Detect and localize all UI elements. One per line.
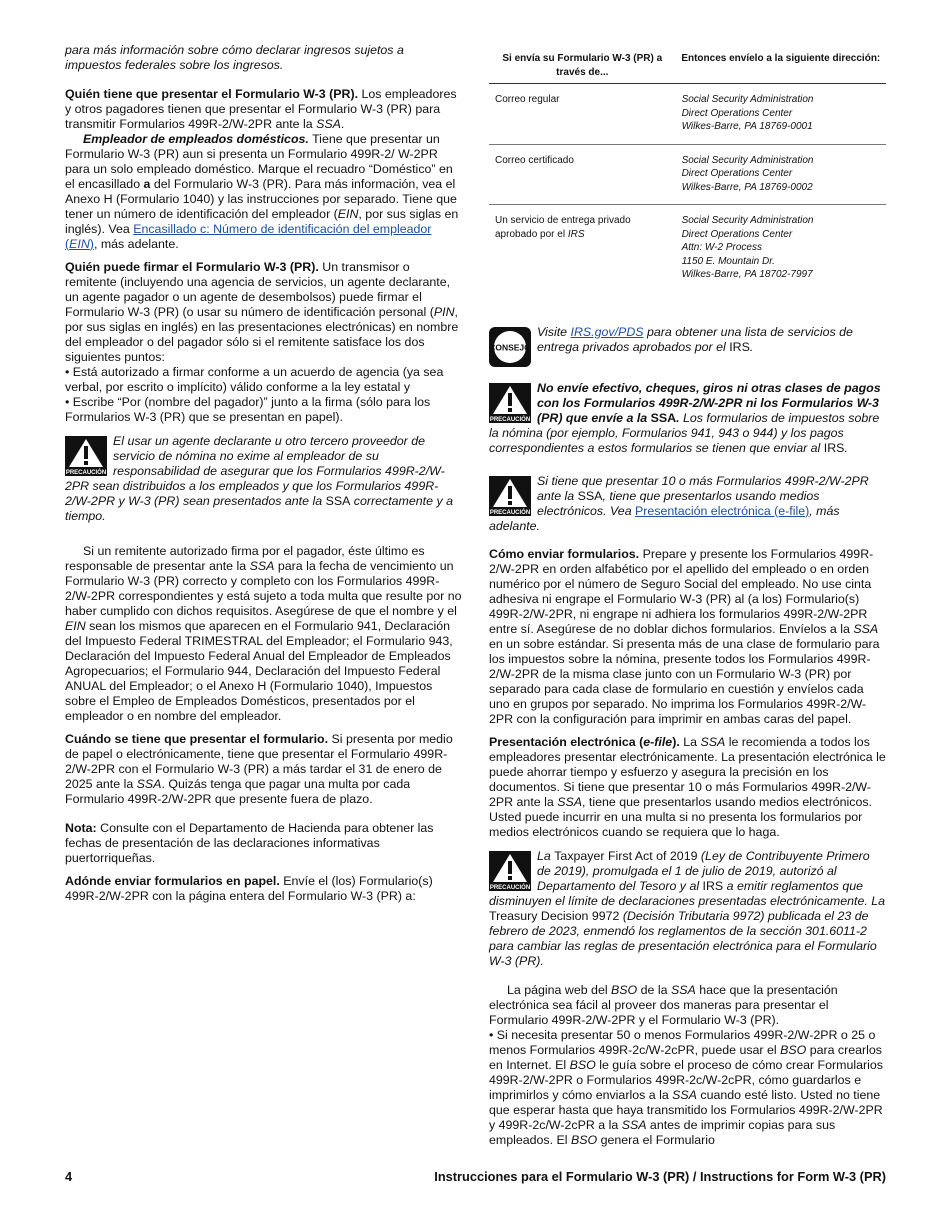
tip-note-pds: [489, 325, 886, 367]
caution-payments-text: [489, 381, 886, 456]
caution-label: PRECAUCIÓN: [489, 509, 531, 516]
household-text-4: , más adelante.: [93, 237, 179, 251]
caution-note-electronic: [489, 474, 886, 534]
address-line: Direct Operations Center: [681, 168, 793, 179]
bso-bullet-text-a: • Si necesita presentar 50 o menos Formularios 499R-2/W-2PR o 25 o menos Formularios 499R-2c/W-2cPR, puede usar el: [489, 1027, 876, 1057]
address-line: Wilkes-Barre, PA 18769-0001: [681, 121, 813, 132]
who-may-sign-text-1: Un transmisor o remitente (incluyendo una agencia de servicios, un agente declarante, un agente pagador o un agente de desembolsos) puede firmar el Formulario W-3 (PR) (o usar su número de identificación personal (: [65, 260, 451, 319]
caution-electronic-text-2: , tiene que presentarlos usando medios electrónicos. Vea: [537, 488, 820, 518]
caution-icon: [489, 383, 531, 423]
caution-payments-bold: No envíe efectivo, cheques, giros ni otras clases de pagos con los Formularios 499R-2/W-2PR ni los Formularios W-3 (PR) que envíe a la: [537, 380, 881, 425]
address-line: Social Security Administration: [681, 215, 814, 226]
caution-tfa-text-1: La: [537, 848, 555, 863]
method-text: Un servicio de entrega privado aprobado por el: [495, 215, 631, 240]
caution-electronic-text: [489, 474, 886, 534]
household-text-2: del Formulario W-3 (PR). Para más información, vea el Anexo H (Formulario 1040) y las instrucciones por separado. Tiene que tener un número de identificación del empleador (: [65, 177, 457, 221]
who-must-file-paragraph: [65, 87, 462, 132]
bso-text-3: hace que la presentación electrónica sea fácil al proveer dos maneras para presentar el Formulario 499R-2/W-2PR y el Formulario W-3 (PR).: [489, 982, 838, 1027]
tip-text-1: Visite: [537, 324, 571, 339]
bso-abbr: BSO: [611, 982, 638, 997]
ein-abbr: EIN: [65, 619, 86, 633]
address-line: Attn: W-2 Process: [681, 242, 762, 253]
when-to-file-paragraph: [65, 732, 462, 807]
efile-text-3: , tiene que presentarlos usando medios electrónicos. Usted puede incurrir en una multa si no presenta los formularios por medios electrónicos cuando se requiera que lo haga.: [489, 794, 872, 839]
bullet-writes-by: • Escribe “Por (nombre del pagador)” junto a la firma (sólo para los Formularios W-3 (PR) que se presentan en papel).: [65, 395, 431, 424]
ssa-abbr: SSA: [316, 117, 341, 131]
pin-abbr: PIN: [433, 305, 455, 319]
where-to-send-paragraph: [65, 874, 462, 904]
footer-title: Instrucciones para el Formulario W-3 (PR) / Instructions for Form W-3 (PR): [434, 1169, 886, 1184]
efile-text-2: le recomienda a todos los empleadores presentar electrónicamente. La presentación electrónica le puede ahorrar tiempo y esfuerzo y asegura la precisión en los documentos. Si tiene que presentar 10 o más Formularios 499R-2/W-2PR ante la: [489, 734, 886, 809]
address-line: 1150 E. Mountain Dr.: [681, 255, 775, 267]
period: .: [749, 339, 754, 354]
period: .: [340, 117, 345, 131]
address-cell: [676, 144, 886, 205]
box-c-link-close: ): [89, 237, 94, 251]
who-may-sign-heading: Quién puede firmar el Formulario W-3 (PR).: [65, 260, 319, 274]
table-row: [489, 205, 886, 292]
table-header-row: [489, 50, 886, 84]
bso-bullet-text-b: para crearlos en Internet. El: [489, 1042, 883, 1072]
page-number: 4: [65, 1169, 73, 1184]
irs-abbr: IRS: [823, 440, 845, 455]
nota-heading: Nota:: [65, 821, 97, 835]
irs-pds-link[interactable]: IRS.gov/PDS: [570, 324, 644, 339]
caution-agent-text-2: correctamente y a tiempo.: [65, 494, 453, 523]
period: .: [676, 410, 680, 425]
method-cell: Correo regular: [489, 84, 676, 145]
caution-note-payments: [489, 381, 886, 456]
efile-heading-italic: e-file: [643, 734, 673, 749]
table-row: [489, 144, 886, 205]
tip-text: [489, 325, 886, 355]
address-cell: [676, 205, 886, 292]
caution-payments-text-1: Los formularios de impuestos sobre la nómina (por ejemplo, Formularios 941, 943 o 944) y los pagos correspondientes a estos formularios se tienen que enviar al: [489, 410, 880, 455]
treasury-decision: Treasury Decision 9972: [489, 908, 620, 923]
when-to-file-heading: Cuándo se tiene que presentar el formulario.: [65, 732, 329, 746]
how-text-1: Prepare y presente los Formularios 499R-2/W-2PR en orden alfabético por el apellido del empleado o en orden numérico por el número de Seguro Social del empleado. No use cinta adhesiva ni engrape el Formulario W-3 (PR) al (a los) Formulario(s) 499R-2/W-2PR, ni engrape ni adhiera los formularios 499R-2/W-2PR entre sí. Asegúrese de no doblar dichos formularios. Envíelos a la: [489, 546, 874, 636]
household-employer-paragraph: [65, 132, 462, 252]
caution-note-taxpayer-first-act: [489, 849, 886, 969]
method-cell: [489, 205, 676, 292]
address-line: Direct Operations Center: [681, 107, 793, 119]
bso-bullet-text-d: cuando esté listo. Usted no tiene que esperar hasta que haya transmitido los Formularios 499R-2/W-2PR y 499R-2c/W-2cPR a la: [489, 1087, 883, 1132]
address-line: Social Security Administration: [681, 154, 814, 166]
ssa-abbr: SSA: [325, 494, 351, 508]
irs-abbr: IRS: [729, 339, 750, 354]
signer-text-1: Si un remitente autorizado firma por el pagador, éste último es responsable de presentar ante la: [65, 544, 425, 573]
caution-electronic-text-3: , más adelante.: [489, 503, 840, 533]
authorized-sender-paragraph: [65, 544, 462, 724]
right-column: [489, 43, 886, 1148]
how-text-2: en un sobre estándar. Si presenta más de una clase de formulario para los impuestos sobre la nómina, presente todos los Formularios 499R-2/W-2PR de la misma clase junto con un Formulario W-3 (PR) por separado para cada clase de formulario en cuestión y envíelos cada uno en grupos por separado. No imprima los Formularios 499R-2/W-2PR con la configuración para imprimir en ambas caras del papel.: [489, 636, 880, 726]
table-row: [489, 84, 886, 145]
efile-heading-end: ).: [672, 734, 680, 749]
address-line: Wilkes-Barre, PA 18769-0002: [681, 181, 813, 193]
how-to-send-heading: Cómo enviar formularios.: [489, 546, 640, 561]
bso-bullet: [489, 1028, 886, 1148]
bso-bullet-text-e: antes de imprimir copias para sus empleados. El: [489, 1117, 836, 1147]
nota-text: Consulte con el Departamento de Hacienda para obtener las fechas de presentación de las declaraciones informativas puertorriqueñas.: [65, 821, 434, 865]
ssa-abbr: SSA: [621, 1117, 647, 1132]
caution-tfa-text-3: a emitir reglamentos que disminuyen el límite de declaraciones presentadas electrónicamente. La: [489, 878, 886, 908]
caution-label: PRECAUCIÓN: [489, 884, 531, 891]
efile-paragraph: [489, 735, 886, 840]
taxpayer-first-act: Taxpayer First Act of 2019: [554, 848, 698, 863]
tip-text-2: para obtener una lista de servicios de entrega privados aprobados por el: [537, 324, 853, 354]
where-to-send-text: Envíe el (los) Formulario(s) 499R-2/W-2PR con la página entera del Formulario W-3 (PR) a:: [65, 874, 433, 903]
address-line: Direct Operations Center: [681, 228, 793, 240]
caution-agent-text-1: El usar un agente declarante u otro tercero proveedor de servicio de nómina no exime al empleador de su responsabilidad de asegurar que los Formularios 499R-2/W-2PR sean distribuidos a los empleados y que los Formularios 499R-2/W-2PR y W-3 (PR) sean presentados ante la: [65, 434, 445, 508]
tip-label: CONSEJO: [489, 342, 531, 352]
when-text-2: . Quizás tenga que pagar una multa por cada Formulario 499R-2/W-2PR que presente fuera de plazo.: [65, 777, 411, 806]
where-to-send-heading: Adónde enviar formularios en papel.: [65, 874, 280, 888]
ssa-abbr: SSA: [670, 982, 696, 997]
bso-abbr: BSO: [569, 1057, 596, 1072]
caution-label: PRECAUCIÓN: [489, 416, 531, 423]
left-column: [65, 43, 462, 912]
caution-icon: [489, 851, 531, 891]
bso-paragraph: [489, 983, 886, 1028]
bso-abbr: BSO: [780, 1042, 807, 1057]
period: .: [844, 440, 848, 455]
intro-continuation: para más información sobre cómo declarar ingresos sujetos a impuestos federales sobre los ingresos.: [65, 43, 404, 72]
caution-tfa-text-4: (Decisión Tributaria 9972) publicada el 23 de febrero de 2023, enmendó los reglamentos de la sección 301.6011-2 para cambiar las reglas de presentación electrónica para el Formulario W-3 (PR).: [489, 908, 877, 968]
household-text-1: Tiene que presentar un Formulario W-3 (PR) aun si presenta un Formulario 499R-2/ W-2PR para un solo empleado doméstico. Marque el recuadro “Doméstico” en el encasillado: [65, 132, 453, 191]
box-a-letter: a: [143, 177, 151, 191]
caution-agent-text: [65, 434, 462, 524]
ssa-abbr: SSA: [700, 734, 726, 749]
address-line: Wilkes-Barre, PA 18702-7997: [681, 269, 813, 280]
irs-abbr: IRS: [567, 228, 585, 240]
method-cell: Correo certificado: [489, 144, 676, 205]
ssa-abbr: SSA: [650, 410, 677, 425]
bso-text-2: de la: [637, 982, 671, 997]
box-c-link-ein: EIN: [69, 237, 90, 251]
tip-icon: [489, 327, 531, 367]
who-must-file-heading: Quién tiene que presentar el Formulario W-3 (PR).: [65, 87, 359, 101]
caution-tfa-text: [489, 849, 886, 969]
efile-heading: [489, 735, 680, 749]
box-c-link-text: Encasillado c: Número de identificación del empleador (: [65, 222, 432, 251]
bso-bullet-text-c: le guía sobre el proceso de cómo crear Formularios 499R-2/W-2PR o Formularios 499R-2c/W-2cPR, cómo guardarlos e imprimirlos y cómo enviarlos a la: [489, 1057, 883, 1102]
efile-link[interactable]: Presentación electrónica (e-file): [635, 503, 810, 518]
who-may-sign-text-2: , por sus siglas en inglés) en las presentaciones electrónicas) en nombre del empleador o del pagador sólo si el remitente satisface los dos siguientes puntos:: [65, 305, 459, 364]
caution-label: PRECAUCIÓN: [65, 470, 107, 476]
ssa-abbr: SSA: [672, 1087, 697, 1102]
caution-electronic-text-1: Si tiene que presentar 10 o más Formularios 499R-2/W-2PR ante la: [537, 473, 869, 503]
table-header-address: Entonces envíelo a la siguiente dirección:: [676, 50, 886, 84]
bso-text-1: La página web del: [507, 982, 612, 997]
efile-text-1: La: [683, 734, 701, 749]
mailing-address-table: [489, 50, 886, 292]
signer-text-3: sean los mismos que aparecen en el Formulario 941, Declaración del Impuesto Federal TRIMESTRAL del Empleador; el Formulario 943, Declaración del Impuesto Federal Anual del Empleador de Empleados Agropecuarios; el Formulario 944, Declaración del Impuesto Federal ANUAL del Empleador; o el Anexo H (Formulario 1040), Impuestos sobre el Empleo de Empleados Domésticos, presentados por el empleador o en nombre del empleador.: [65, 619, 453, 723]
who-must-file-text: Los empleadores y otros pagadores tienen que presentar el Formulario W-3 (PR) para transmitir Formularios 499R-2/W-2PR ante la: [65, 87, 457, 131]
ssa-abbr: SSA: [853, 621, 879, 636]
caution-icon: [489, 476, 531, 516]
caution-tfa-text-2: (Ley de Contribuyente Primero de 2019), promulgada el 1 de julio de 2019, autorizó al Departamento del Tesoro y al: [537, 848, 870, 893]
signer-text-2: para la fecha de vencimiento un Formulario W-3 (PR) correcto y completo con los Formularios 499R-2/W-2PR correspondientes y está sujeto a toda multa que resulte por no haber cumplido con dichos requisitos. Asegúrese de que el nombre y el: [65, 559, 462, 618]
ein-abbr: EIN: [337, 207, 359, 221]
efile-heading-text: Presentación electrónica (: [489, 734, 644, 749]
bso-bullet-text-f: genera el Formulario: [597, 1132, 715, 1147]
ssa-abbr: SSA: [577, 488, 603, 503]
ssa-abbr: SSA: [249, 559, 275, 573]
ssa-abbr: SSA: [557, 794, 582, 809]
nota-paragraph: [65, 821, 462, 866]
address-cell: [676, 84, 886, 145]
ssa-abbr: SSA: [136, 777, 162, 791]
how-to-send-paragraph: [489, 547, 886, 727]
irs-abbr: IRS: [702, 878, 724, 893]
bso-abbr: BSO: [570, 1132, 598, 1147]
household-employer-heading: Empleador de empleados domésticos.: [83, 132, 309, 146]
who-may-sign-paragraph: [65, 260, 462, 365]
bullet-authorized: • Está autorizado a firmar conforme a un acuerdo de agencia (ya sea verbal, por escrito o implícito) válido conforme a la ley estatal y: [65, 365, 444, 394]
address-line: Social Security Administration: [681, 94, 814, 105]
caution-note-agent: [65, 434, 462, 524]
caution-icon: [65, 436, 107, 476]
when-text-1: Si presenta por medio de papel o electrónicamente, tiene que presentar el Formulario 499R-2/W-2PR con el Formulario W-3 (PR) a más tardar el 31 de enero de 2025 ante la: [65, 732, 453, 791]
table-header-method: Si envía su Formulario W-3 (PR) a través de...: [489, 50, 676, 84]
household-text-3: , por sus siglas en inglés). Vea: [65, 207, 459, 236]
